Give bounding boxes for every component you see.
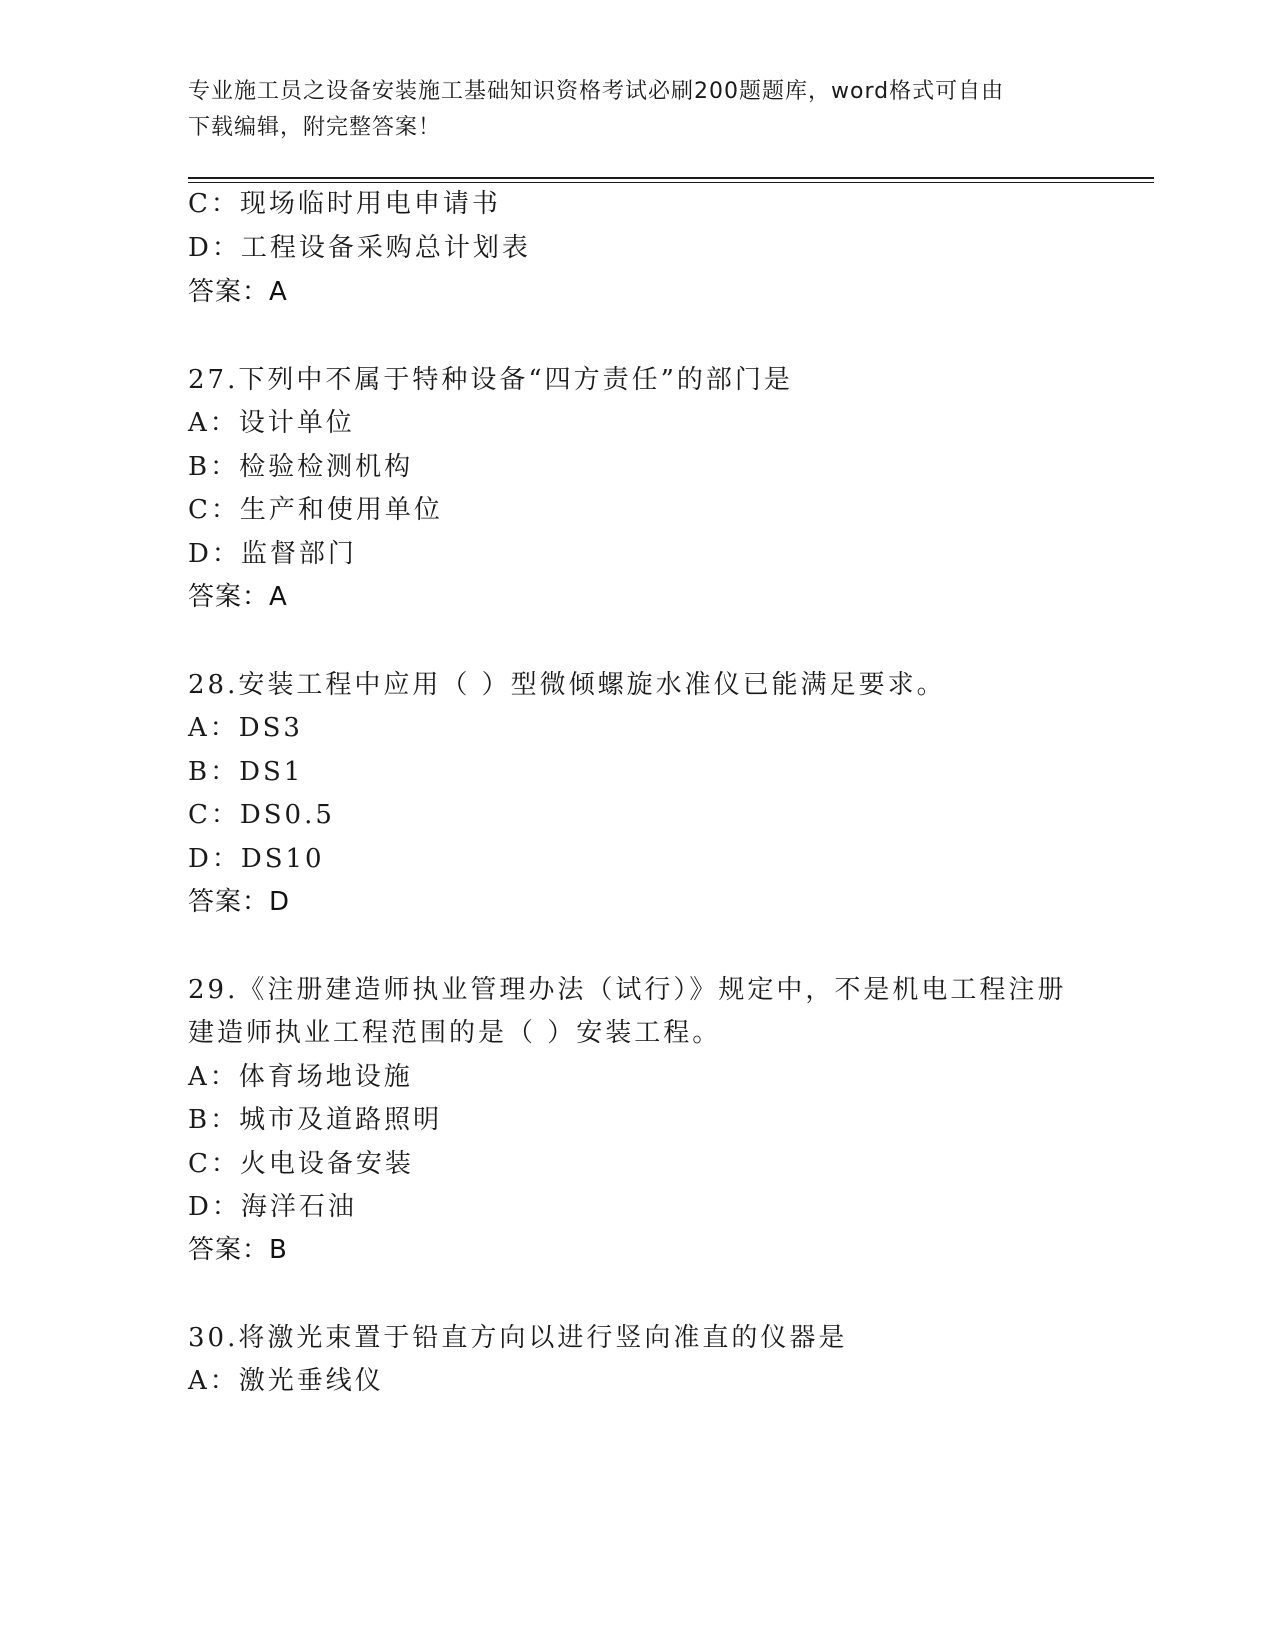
q26-option-c: C：现场临时用电申请书 xyxy=(188,189,501,219)
q28-option-b: B：DS1 xyxy=(188,757,304,787)
q28-option-a: A：DS3 xyxy=(188,713,303,743)
q27-answer: 答案：A xyxy=(188,582,288,612)
header-divider-thick xyxy=(188,177,1154,179)
q27-option-c: C：生产和使用单位 xyxy=(188,495,443,525)
q27-option-a: A：设计单位 xyxy=(188,408,355,438)
q28-option-c: C：DS0.5 xyxy=(188,800,335,830)
q27-question: 27.下列中不属于特种设备“四方责任”的部门是 xyxy=(188,365,793,395)
q26-answer: 答案：A xyxy=(188,277,288,307)
q26-option-d: D：工程设备采购总计划表 xyxy=(188,233,531,263)
q29-option-a: A：体育场地设施 xyxy=(188,1062,413,1092)
header-line-1: 专业施工员之设备安装施工基础知识资格考试必刷200题题库，word格式可自由 xyxy=(188,79,1005,104)
q29-option-d: D：海洋石油 xyxy=(188,1192,357,1222)
header-line-2: 下载编辑，附完整答案！ xyxy=(188,115,442,140)
header-divider-thin xyxy=(188,182,1154,183)
q28-option-d: D：DS10 xyxy=(188,844,325,874)
document-header xyxy=(188,74,1088,146)
q27-option-d: D：监督部门 xyxy=(188,539,357,569)
q29-question-line-2: 建造师执业工程范围的是（ ）安装工程。 xyxy=(188,1018,722,1048)
q29-option-c: C：火电设备安装 xyxy=(188,1149,414,1179)
q29-option-b: B：城市及道路照明 xyxy=(188,1105,443,1135)
q28-question: 28.安装工程中应用（ ）型微倾螺旋水准仪已能满足要求。 xyxy=(188,670,946,700)
q30-question: 30.将激光束置于铅直方向以进行竖向准直的仪器是 xyxy=(188,1323,848,1353)
q28-answer: 答案：D xyxy=(188,887,291,917)
q29-answer: 答案：B xyxy=(188,1235,288,1265)
q30-option-a: A：激光垂线仪 xyxy=(188,1366,384,1396)
q27-option-b: B：检验检测机构 xyxy=(188,452,414,482)
q29-question-line-1: 29.《注册建造师执业管理办法（试行）》规定中，不是机电工程注册 xyxy=(188,975,1067,1005)
